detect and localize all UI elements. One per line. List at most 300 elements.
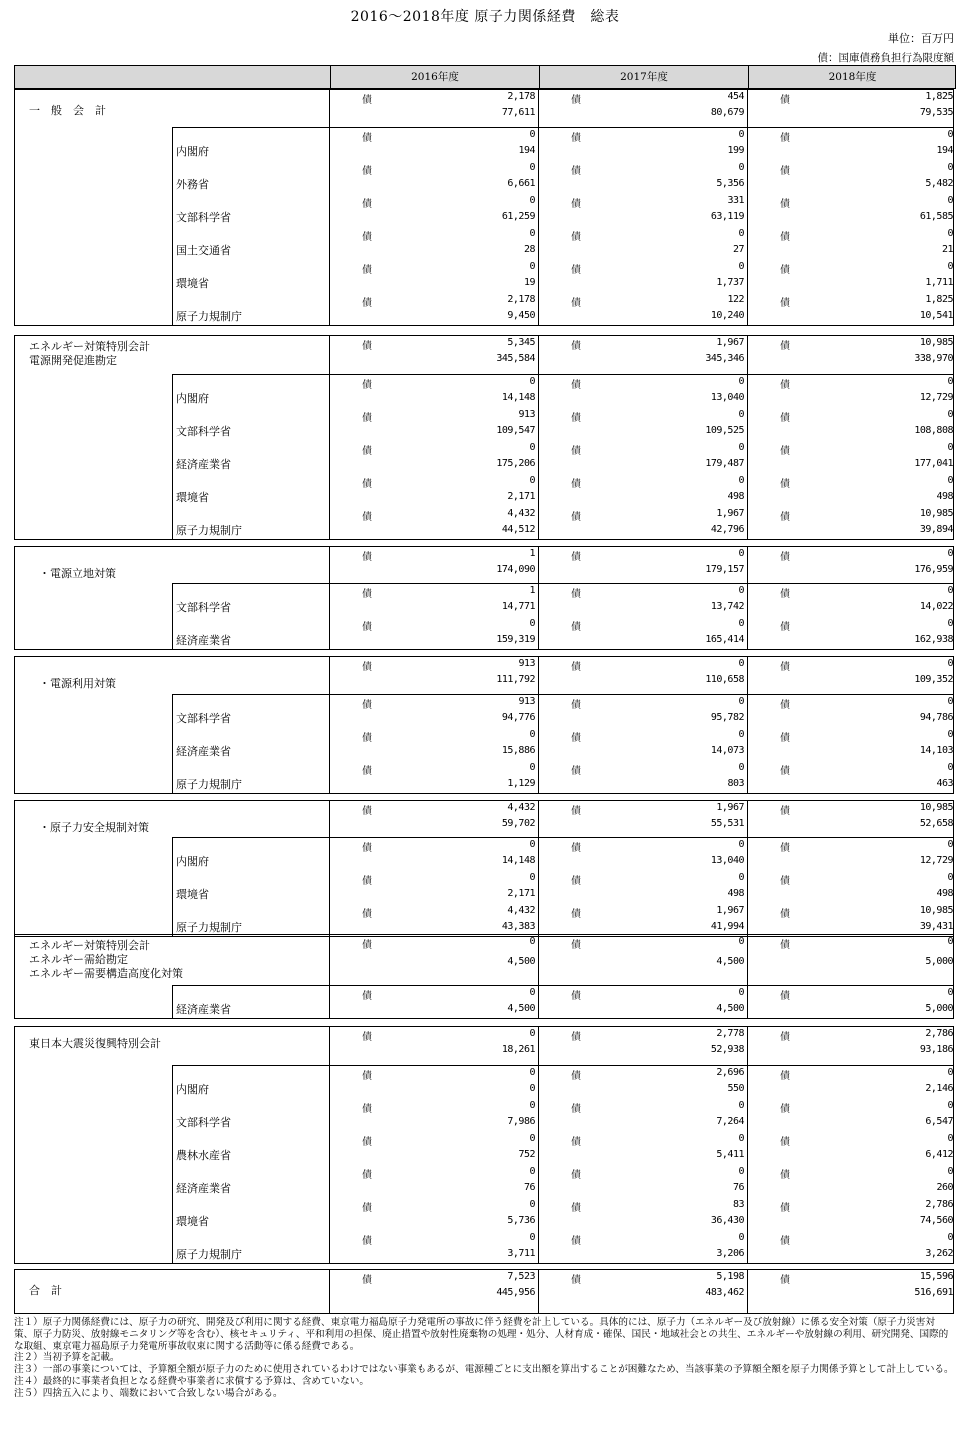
group-name: ・原子力安全規制対策 — [39, 821, 149, 834]
column-divider — [538, 1027, 539, 1263]
debt-mark: 債 — [362, 1104, 372, 1115]
debt-mark: 債 — [571, 700, 581, 711]
total-budget-value: 59,702 — [501, 818, 535, 829]
total-debt-value: 913 — [518, 658, 535, 669]
debt-mark: 債 — [780, 133, 790, 144]
ministry-name: 外務省 — [176, 178, 209, 191]
ministry-debt-value: 0 — [529, 1232, 535, 1243]
ministry-debt-value: 0 — [529, 228, 535, 239]
ministry-debt-value: 2,178 — [507, 294, 535, 305]
ministry-debt-value: 4,432 — [507, 508, 535, 519]
debt-mark: 債 — [571, 199, 581, 210]
total-debt-value: 0 — [947, 658, 953, 669]
total-debt-value: 5,198 — [716, 1271, 744, 1282]
subtotal-divider — [172, 1065, 954, 1066]
debt-mark: 債 — [571, 552, 581, 563]
column-divider — [538, 935, 539, 1018]
debt-mark: 債 — [362, 733, 372, 744]
ministry-debt-value: 0 — [947, 987, 953, 998]
column-divider — [538, 90, 539, 325]
column-divider — [747, 1027, 748, 1263]
account-group — [14, 546, 954, 650]
debt-mark: 債 — [362, 166, 372, 177]
debt-mark: 債 — [362, 232, 372, 243]
debt-mark: 債 — [780, 95, 790, 106]
ministry-debt-value: 0 — [529, 1166, 535, 1177]
group-name: エネルギー対策特別会計 エネルギー需給勘定 エネルギー需要構造高度化対策 — [29, 939, 183, 980]
ministry-debt-value: 0 — [738, 585, 744, 596]
debt-mark: 債 — [571, 1203, 581, 1214]
ministry-debt-value: 0 — [738, 1133, 744, 1144]
debt-mark: 債 — [362, 876, 372, 887]
group-name: 一 般 会 計 — [29, 104, 106, 117]
debt-mark: 債 — [362, 843, 372, 854]
total-budget-value: 79,535 — [919, 107, 953, 118]
ministry-budget-value: 14,148 — [501, 392, 535, 403]
debt-legend: 債：国庫債務負担行為限度額 — [817, 52, 954, 64]
ministry-budget-value: 5,000 — [925, 1003, 953, 1014]
ministry-column-divider — [172, 583, 173, 649]
total-debt-value: 1,967 — [716, 802, 744, 813]
column-divider — [538, 1270, 539, 1313]
debt-mark: 債 — [362, 1071, 372, 1082]
ministry-budget-value: 1,737 — [716, 277, 744, 288]
total-budget-value: 52,658 — [919, 818, 953, 829]
subtotal-divider — [172, 127, 954, 128]
ministry-debt-value: 10,985 — [919, 905, 953, 916]
ministry-debt-value: 0 — [947, 839, 953, 850]
ministry-name: 文部科学省 — [176, 211, 231, 224]
debt-mark: 債 — [362, 940, 372, 951]
ministry-debt-value: 0 — [529, 987, 535, 998]
debt-mark: 債 — [780, 940, 790, 951]
ministry-name: 環境省 — [176, 277, 209, 290]
debt-mark: 債 — [571, 991, 581, 1002]
debt-mark: 債 — [571, 446, 581, 457]
ministry-budget-value: 179,487 — [705, 458, 744, 469]
total-debt-value: 0 — [529, 1028, 535, 1039]
debt-mark: 債 — [571, 1137, 581, 1148]
ministry-debt-value: 83 — [732, 1199, 744, 1210]
column-divider — [329, 935, 330, 1018]
footnotes — [14, 1317, 954, 1400]
ministry-budget-value: 61,259 — [501, 211, 535, 222]
ministry-budget-value: 5,482 — [925, 178, 953, 189]
ministry-budget-value: 76 — [732, 1182, 744, 1193]
account-group — [14, 1269, 954, 1314]
debt-mark: 債 — [362, 446, 372, 457]
column-divider — [747, 657, 748, 793]
column-divider — [329, 801, 330, 936]
subtotal-divider — [172, 694, 954, 695]
ministry-budget-value: 76 — [523, 1182, 535, 1193]
ministry-name: 文部科学省 — [176, 1116, 231, 1129]
ministry-name: 原子力規制庁 — [176, 1248, 242, 1261]
total-debt-value: 10,985 — [919, 802, 953, 813]
ministry-budget-value: 14,148 — [501, 855, 535, 866]
ministry-debt-value: 0 — [947, 729, 953, 740]
group-name: 東日本大震災復興特別会計 — [29, 1037, 161, 1050]
debt-mark: 債 — [780, 298, 790, 309]
ministry-budget-value: 550 — [727, 1083, 744, 1094]
total-debt-value: 0 — [738, 658, 744, 669]
group-name: エネルギー対策特別会計 電源開発促進勘定 — [29, 340, 150, 367]
debt-mark: 債 — [780, 479, 790, 490]
total-debt-value: 1,825 — [925, 91, 953, 102]
column-divider — [747, 935, 748, 1018]
total-budget-value: 93,186 — [919, 1044, 953, 1055]
column-divider — [538, 547, 539, 649]
ministry-debt-value: 0 — [529, 729, 535, 740]
ministry-debt-value: 0 — [529, 195, 535, 206]
total-budget-value: 111,792 — [496, 674, 535, 685]
debt-mark: 債 — [571, 133, 581, 144]
ministry-column-divider — [172, 985, 173, 1018]
total-budget-value: 5,000 — [925, 956, 953, 967]
column-divider — [747, 336, 748, 539]
total-budget-value: 345,584 — [496, 353, 535, 364]
debt-mark: 債 — [571, 512, 581, 523]
ministry-debt-value: 0 — [738, 442, 744, 453]
footnote: 注５）四捨五入により、端数において合致しない場合がある。 — [14, 1387, 283, 1399]
total-debt-value: 0 — [529, 936, 535, 947]
footnote: 注２）当初予算を記載。 — [14, 1352, 120, 1364]
ministry-column-divider — [172, 837, 173, 936]
ministry-debt-value: 0 — [529, 1100, 535, 1111]
ministry-name: 原子力規制庁 — [176, 524, 242, 537]
debt-mark: 債 — [362, 1137, 372, 1148]
debt-mark: 債 — [362, 298, 372, 309]
debt-mark: 債 — [780, 700, 790, 711]
ministry-debt-value: 0 — [947, 1133, 953, 1144]
total-budget-value: 18,261 — [501, 1044, 535, 1055]
ministry-budget-value: 14,771 — [501, 601, 535, 612]
ministry-budget-value: 43,383 — [501, 921, 535, 932]
total-budget-value: 52,938 — [710, 1044, 744, 1055]
debt-mark: 債 — [362, 1275, 372, 1286]
debt-mark: 債 — [780, 1137, 790, 1148]
total-budget-value: 109,352 — [914, 674, 953, 685]
debt-mark: 債 — [780, 843, 790, 854]
ministry-name: 原子力規制庁 — [176, 310, 242, 323]
account-group — [14, 89, 954, 326]
total-budget-value: 516,691 — [914, 1287, 953, 1298]
table-header — [14, 65, 956, 89]
ministry-budget-value: 2,171 — [507, 888, 535, 899]
footnote: 注１）原子力関係経費には、原子力の研究、開発及び利用に関する経費、東京電力福島原子力発電所の事故に伴う経費を計上している。具体的には、原子力（エネルギー及び放射線）に係る安全対策（原子力災害対策、原子力防災、放射線モニタリング等を含む）、核セキュリティ、平和利用の担保、廃止措置や放射性廃棄物の処理・処分、人材育成・確保、国民・地域社会との共生、エネルギーや放射線の利用、研究開発、国際的な取組、東京電力福島原子力発電所事故収束に関する活動等に係る経費である。 — [14, 1317, 949, 1352]
ministry-budget-value: 3,206 — [716, 1248, 744, 1259]
ministry-budget-value: 498 — [727, 491, 744, 502]
ministry-budget-value: 194 — [518, 145, 535, 156]
total-debt-value: 1 — [529, 548, 535, 559]
ministry-budget-value: 10,541 — [919, 310, 953, 321]
debt-mark: 債 — [362, 341, 372, 352]
ministry-debt-value: 0 — [738, 129, 744, 140]
ministry-name: 内閣府 — [176, 392, 209, 405]
year-header-2018: 2018年度 — [748, 66, 956, 88]
ministry-budget-value: 498 — [727, 888, 744, 899]
ministry-budget-value: 42,796 — [710, 524, 744, 535]
column-divider — [538, 336, 539, 539]
column-divider — [747, 1270, 748, 1313]
ministry-debt-value: 0 — [529, 129, 535, 140]
ministry-budget-value: 5,411 — [716, 1149, 744, 1160]
ministry-debt-value: 331 — [727, 195, 744, 206]
total-budget-value: 345,346 — [705, 353, 744, 364]
ministry-budget-value: 15,886 — [501, 745, 535, 756]
ministry-budget-value: 94,786 — [919, 712, 953, 723]
debt-mark: 債 — [780, 1170, 790, 1181]
total-budget-value: 80,679 — [710, 107, 744, 118]
ministry-budget-value: 6,547 — [925, 1116, 953, 1127]
total-debt-value: 454 — [727, 91, 744, 102]
ministry-debt-value: 0 — [947, 129, 953, 140]
debt-mark: 債 — [780, 199, 790, 210]
ministry-budget-value: 4,500 — [716, 1003, 744, 1014]
ministry-debt-value: 0 — [738, 839, 744, 850]
total-debt-value: 10,985 — [919, 337, 953, 348]
ministry-name: 内閣府 — [176, 855, 209, 868]
debt-mark: 債 — [571, 940, 581, 951]
ministry-debt-value: 0 — [529, 1133, 535, 1144]
debt-mark: 債 — [362, 909, 372, 920]
debt-mark: 債 — [780, 909, 790, 920]
debt-mark: 債 — [780, 806, 790, 817]
footnote: 注４）最終的に事業者負担となる経費や事業者に求償する予算は、含めていない。 — [14, 1375, 369, 1387]
ministry-debt-value: 0 — [529, 162, 535, 173]
debt-mark: 債 — [362, 1032, 372, 1043]
debt-mark: 債 — [362, 265, 372, 276]
ministry-budget-value: 498 — [936, 491, 953, 502]
column-divider — [329, 1027, 330, 1263]
debt-mark: 債 — [571, 341, 581, 352]
debt-mark: 債 — [780, 1236, 790, 1247]
ministry-budget-value: 199 — [727, 145, 744, 156]
ministry-debt-value: 0 — [529, 618, 535, 629]
ministry-debt-value: 0 — [947, 261, 953, 272]
debt-mark: 債 — [780, 341, 790, 352]
ministry-column-divider — [172, 374, 173, 539]
debt-mark: 債 — [362, 479, 372, 490]
debt-mark: 債 — [362, 766, 372, 777]
ministry-debt-value: 0 — [947, 1232, 953, 1243]
ministry-column-divider — [172, 1065, 173, 1263]
ministry-debt-value: 0 — [947, 442, 953, 453]
ministry-debt-value: 0 — [738, 409, 744, 420]
debt-mark: 債 — [571, 843, 581, 854]
ministry-budget-value: 39,894 — [919, 524, 953, 535]
ministry-debt-value: 0 — [738, 228, 744, 239]
debt-mark: 債 — [571, 1275, 581, 1286]
debt-mark: 債 — [362, 552, 372, 563]
ministry-name: 内閣府 — [176, 1083, 209, 1096]
ministry-budget-value: 13,742 — [710, 601, 744, 612]
total-debt-value: 0 — [947, 548, 953, 559]
debt-mark: 債 — [780, 552, 790, 563]
ministry-budget-value: 14,022 — [919, 601, 953, 612]
ministry-debt-value: 0 — [738, 872, 744, 883]
ministry-debt-value: 0 — [738, 1166, 744, 1177]
debt-mark: 債 — [571, 1104, 581, 1115]
ministry-budget-value: 260 — [936, 1182, 953, 1193]
ministry-name: 環境省 — [176, 1215, 209, 1228]
account-group — [14, 335, 954, 540]
debt-mark: 債 — [780, 1275, 790, 1286]
ministry-debt-value: 1 — [529, 585, 535, 596]
ministry-budget-value: 7,264 — [716, 1116, 744, 1127]
total-debt-value: 7,523 — [507, 1271, 535, 1282]
debt-mark: 債 — [780, 876, 790, 887]
total-budget-value: 338,970 — [914, 353, 953, 364]
debt-mark: 債 — [362, 199, 372, 210]
debt-mark: 債 — [780, 991, 790, 1002]
ministry-budget-value: 7,986 — [507, 1116, 535, 1127]
group-name: ・電源立地対策 — [39, 567, 116, 580]
debt-mark: 債 — [571, 413, 581, 424]
debt-mark: 債 — [780, 733, 790, 744]
debt-mark: 債 — [571, 95, 581, 106]
ministry-debt-value: 913 — [518, 409, 535, 420]
ministry-budget-value: 39,431 — [919, 921, 953, 932]
ministry-budget-value: 14,103 — [919, 745, 953, 756]
ministry-budget-value: 21 — [941, 244, 953, 255]
ministry-budget-value: 2,146 — [925, 1083, 953, 1094]
total-debt-value: 2,178 — [507, 91, 535, 102]
ministry-debt-value: 0 — [947, 585, 953, 596]
ministry-budget-value: 108,808 — [914, 425, 953, 436]
ministry-name: 内閣府 — [176, 145, 209, 158]
ministry-name: 経済産業省 — [176, 1003, 231, 1016]
ministry-budget-value: 5,356 — [716, 178, 744, 189]
total-debt-value: 2,778 — [716, 1028, 744, 1039]
ministry-name: 原子力規制庁 — [176, 921, 242, 934]
debt-mark: 債 — [780, 766, 790, 777]
ministry-budget-value: 109,547 — [496, 425, 535, 436]
total-debt-value: 0 — [947, 936, 953, 947]
account-group — [14, 1026, 954, 1264]
debt-mark: 債 — [362, 589, 372, 600]
debt-mark: 債 — [571, 909, 581, 920]
total-debt-value: 0 — [738, 548, 744, 559]
column-divider — [538, 801, 539, 936]
ministry-debt-value: 0 — [947, 762, 953, 773]
ministry-budget-value: 0 — [529, 1083, 535, 1094]
debt-mark: 債 — [362, 512, 372, 523]
ministry-debt-value: 0 — [529, 261, 535, 272]
ministry-name: 経済産業省 — [176, 634, 231, 647]
ministry-debt-value: 0 — [947, 1067, 953, 1078]
debt-mark: 債 — [362, 806, 372, 817]
ministry-budget-value: 194 — [936, 145, 953, 156]
ministry-debt-value: 2,696 — [716, 1067, 744, 1078]
budget-table — [14, 65, 956, 1317]
ministry-debt-value: 0 — [738, 762, 744, 773]
account-group — [14, 656, 954, 794]
ministry-budget-value: 803 — [727, 778, 744, 789]
ministry-debt-value: 0 — [947, 376, 953, 387]
column-divider — [329, 1270, 330, 1313]
debt-mark: 債 — [571, 1071, 581, 1082]
debt-mark: 債 — [780, 589, 790, 600]
ministry-budget-value: 13,040 — [710, 392, 744, 403]
ministry-budget-value: 4,500 — [507, 1003, 535, 1014]
ministry-budget-value: 1,711 — [925, 277, 953, 288]
column-divider — [747, 801, 748, 936]
ministry-debt-value: 1,967 — [716, 508, 744, 519]
column-divider — [329, 547, 330, 649]
ministry-debt-value: 0 — [947, 162, 953, 173]
debt-mark: 債 — [362, 662, 372, 673]
debt-mark: 債 — [571, 298, 581, 309]
debt-mark: 債 — [362, 1170, 372, 1181]
column-divider — [747, 90, 748, 325]
ministry-debt-value: 0 — [947, 228, 953, 239]
ministry-name: 環境省 — [176, 491, 209, 504]
ministry-budget-value: 159,319 — [496, 634, 535, 645]
total-budget-value: 174,090 — [496, 564, 535, 575]
debt-mark: 債 — [780, 232, 790, 243]
debt-mark: 債 — [362, 700, 372, 711]
subtotal-divider — [172, 583, 954, 584]
ministry-budget-value: 36,430 — [710, 1215, 744, 1226]
total-debt-value: 5,345 — [507, 337, 535, 348]
total-budget-value: 55,531 — [710, 818, 744, 829]
total-budget-value: 4,500 — [507, 956, 535, 967]
ministry-debt-value: 0 — [529, 442, 535, 453]
ministry-debt-value: 0 — [529, 475, 535, 486]
group-name: ・電源利用対策 — [39, 677, 116, 690]
ministry-budget-value: 14,073 — [710, 745, 744, 756]
ministry-debt-value: 0 — [529, 872, 535, 883]
debt-mark: 債 — [362, 133, 372, 144]
debt-mark: 債 — [571, 1236, 581, 1247]
ministry-budget-value: 498 — [936, 888, 953, 899]
ministry-name: 文部科学省 — [176, 712, 231, 725]
debt-mark: 債 — [571, 232, 581, 243]
page-title: 2016～2018年度 原子力関係経費 総表 — [350, 9, 620, 25]
ministry-debt-value: 122 — [727, 294, 744, 305]
ministry-debt-value: 0 — [947, 1100, 953, 1111]
ministry-debt-value: 0 — [738, 1232, 744, 1243]
ministry-budget-value: 28 — [523, 244, 535, 255]
total-budget-value: 4,500 — [716, 956, 744, 967]
debt-mark: 債 — [780, 512, 790, 523]
ministry-name: 農林水産省 — [176, 1149, 231, 1162]
ministry-budget-value: 165,414 — [705, 634, 744, 645]
ministry-debt-value: 0 — [947, 618, 953, 629]
ministry-debt-value: 0 — [947, 696, 953, 707]
ministry-budget-value: 2,171 — [507, 491, 535, 502]
unit-label: 単位：百万円 — [888, 32, 954, 45]
ministry-budget-value: 463 — [936, 778, 953, 789]
total-budget-value: 179,157 — [705, 564, 744, 575]
total-budget-value: 176,959 — [914, 564, 953, 575]
ministry-budget-value: 13,040 — [710, 855, 744, 866]
debt-mark: 債 — [780, 1071, 790, 1082]
total-budget-value: 445,956 — [496, 1287, 535, 1298]
ministry-debt-value: 0 — [529, 839, 535, 850]
ministry-budget-value: 74,560 — [919, 1215, 953, 1226]
debt-mark: 債 — [362, 1203, 372, 1214]
debt-mark: 債 — [780, 413, 790, 424]
ministry-budget-value: 94,776 — [501, 712, 535, 723]
debt-mark: 債 — [780, 1104, 790, 1115]
ministry-debt-value: 0 — [947, 872, 953, 883]
debt-mark: 債 — [362, 413, 372, 424]
ministry-budget-value: 12,729 — [919, 855, 953, 866]
column-divider — [329, 336, 330, 539]
ministry-debt-value: 0 — [529, 762, 535, 773]
